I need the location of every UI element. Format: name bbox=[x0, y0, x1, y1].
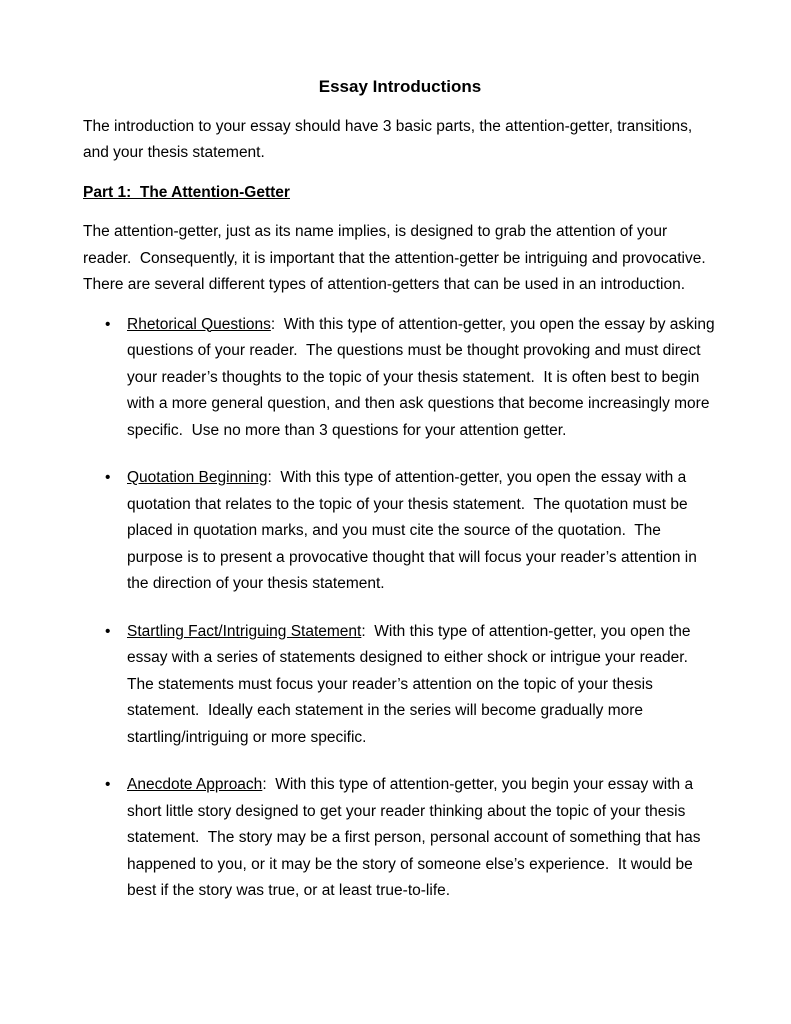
bullet-body: : With this type of attention-getter, you open the essay by asking questions of your reader. The questions must be thought provoking and must direct your reader’s thoughts to the topic of your thesis statement. It is often best to begin with a more general question, and then ask questions that become increasingly more specific. Use no more than 3 questions for your attention getter. bbox=[127, 315, 719, 439]
bullet-icon: • bbox=[105, 622, 111, 640]
bullet-body: : With this type of attention-getter, you begin your essay with a short little story designed to get your reader thinking about the topic of your thesis statement. The story may be a first person, personal account of something that has happened to you, or it may be the story of someone else’s experience. It would be best if the story was true, or at least true-to-life. bbox=[127, 776, 705, 899]
bullet-icon: • bbox=[105, 469, 111, 486]
bullet-term: Quotation Beginning bbox=[127, 469, 268, 486]
bullet-term: Rhetorical Questions bbox=[127, 315, 271, 333]
section-intro-paragraph: The attention-getter, just as its name implies, is designed to grab the attention of your reader. Consequently, it is important that the attention-getter be intriguing and provocative. There are several different types of attention-getters that can be used in an introduction. bbox=[83, 223, 715, 293]
bullet-body: : With this type of attention-getter, you open the essay with a quotation that relates to the topic of your thesis statement. The quotation must be placed in quotation marks, and you must cite the source of the quotation. The purpose is to present a provocative thought that will focus your reader’s attention in the direction of your thesis statement. bbox=[127, 469, 702, 592]
bullet-icon: • bbox=[105, 776, 111, 793]
bullet-term: Anecdote Approach bbox=[127, 776, 263, 793]
bullet-term: Startling Fact/Intriguing Statement bbox=[127, 622, 362, 640]
attention-getter-list bbox=[83, 312, 717, 905]
bullet-text bbox=[127, 772, 717, 905]
bullet-text bbox=[127, 619, 717, 752]
section-heading-part1: Part 1: The Attention-Getter bbox=[83, 183, 290, 201]
page-title: Essay Introductions bbox=[318, 77, 482, 96]
list-item-rhetorical-questions bbox=[83, 312, 717, 445]
bullet-icon: • bbox=[105, 315, 111, 333]
bullet-body: : With this type of attention-getter, you open the essay with a series of statements designed to either shock or intrigue your reader. The statements must focus your reader’s attention on the topic of your thesis statement. Ideally each statement in the series will become gradually more startling/intriguing or more specific. bbox=[127, 622, 697, 746]
list-item-anecdote-approach bbox=[83, 772, 717, 905]
bullet-text bbox=[127, 465, 717, 598]
list-item-startling-fact bbox=[83, 619, 717, 752]
intro-paragraph: The introduction to your essay should have 3 basic parts, the attention-getter, transitions, and your thesis statement. bbox=[83, 117, 697, 161]
bullet-text bbox=[127, 312, 717, 445]
list-item-quotation-beginning bbox=[83, 465, 717, 598]
